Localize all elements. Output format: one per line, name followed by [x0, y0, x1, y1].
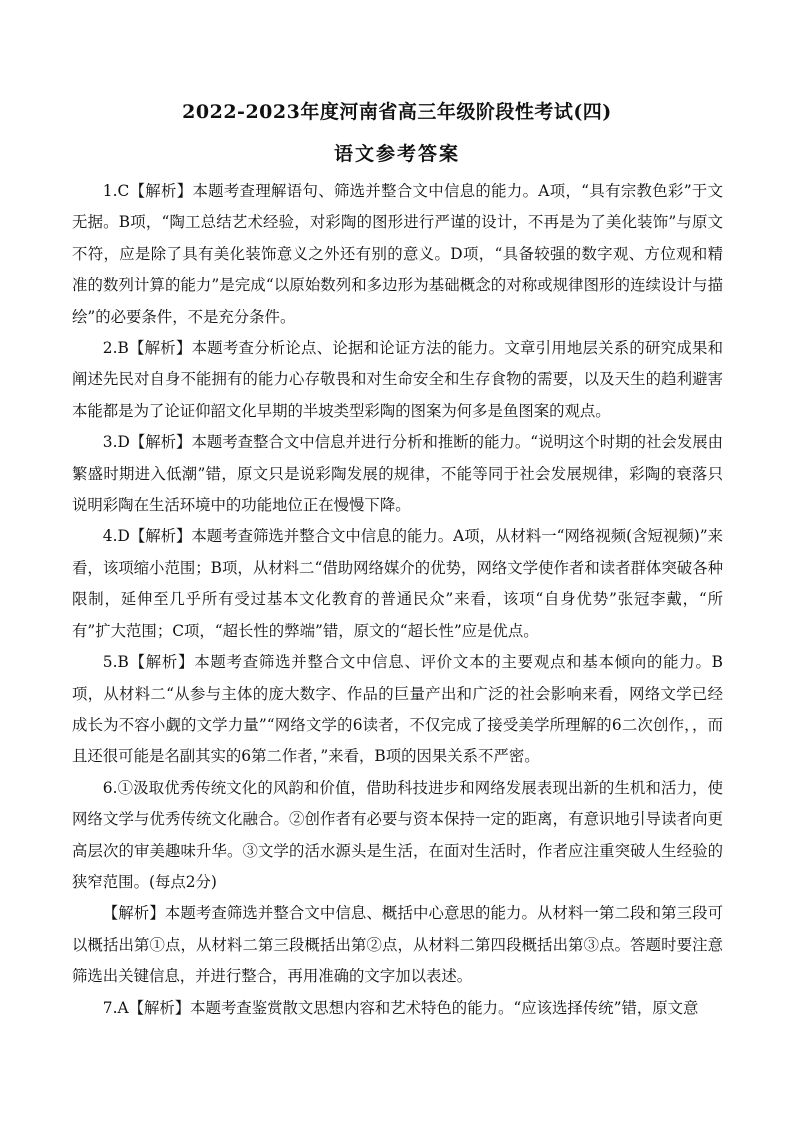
answer-body	[72, 176, 723, 1024]
document-subtitle: 语文参考答案	[333, 143, 460, 165]
answer-paragraph-4: 4.D【解析】本题考查筛选并整合文中信息的能力。A项，从材料一“网络视频(含短视频)”来看，该项缩小范围；B项，从材料二“借助网络媒介的优势，网络文学使作者和读者群体突破各种限制，延伸至几乎所有受过基本文化教育的普通民众”来看，该项“自身优势”张冠李戴，“所有”扩大范围；C项，“超长性的弊端”错，原文的“超长性”应是优点。	[72, 527, 723, 640]
answer-paragraph-1: 1.C【解析】本题考查理解语句、筛选并整合文中信息的能力。A项，“具有宗教色彩”于文无据。B项，“陶工总结艺术经验，对彩陶的图形进行严谨的设计，不再是为了美化装饰”与原文不符，应是除了具有美化装饰意义之外还有别的意义。D项，“具备较强的数字观、方位观和精准的数列计算的能力”是完成“以原始数列和多边形为基础概念的对称或规律图形的连续设计与描绘”的必要条件，不是充分条件。	[72, 182, 723, 326]
answer-paragraph-6-analysis: 【解析】本题考查筛选并整合文中信息、概括中心意思的能力。从材料一第二段和第三段可以概括出第①点，从材料二第三段概括出第②点，从材料二第四段概括出第③点。答题时要注意筛选出关键信息，并进行整合，再用准确的文字加以表述。	[72, 904, 723, 986]
answer-paragraph-3: 3.D【解析】本题考查整合文中信息并进行分析和推断的能力。“说明这个时期的社会发展由繁盛时期进入低潮”错，原文只是说彩陶发展的规律，不能等同于社会发展规律，彩陶的衰落只说明彩陶在生活环境中的功能地位正在慢慢下降。	[72, 433, 723, 515]
answer-paragraph-2: 2.B【解析】本题考查分析论点、论据和论证方法的能力。文章引用地层关系的研究成果和阐述先民对自身不能拥有的能力心存敬畏和对生命安全和生存食物的需要，以及天生的趋利避害本能都是为了论证仰韶文化早期的半坡类型彩陶的图案为何多是鱼图案的观点。	[72, 339, 723, 420]
answer-paragraph-5: 5.B【解析】本题考查筛选并整合文中信息、评价文本的主要观点和基本倾向的能力。B项，从材料二“从参与主体的庞大数字、作品的巨量产出和广泛的社会影响来看，网络文学已经成长为不容小觑的文学力量”“网络文学的6读者，不仅完成了接受美学所理解的6二次创作，，而且还很可能是名副其实的6第二作者，”来看，B项的因果关系不严密。	[72, 653, 723, 766]
answer-paragraph-7: 7.A【解析】本题考查鉴赏散文思想内容和艺术特色的能力。“应该选择传统”错，原文意	[102, 998, 699, 1017]
document-title: 2022-2023年度河南省高三年级阶段性考试(四)	[182, 101, 612, 123]
answer-paragraph-6: 6.①汲取优秀传统文化的风韵和价值，借助科技进步和网络发展表现出新的生机和活力，使网络文学与优秀传统文化融合。②创作者有必要与资本保持一定的距离，有意识地引导读者向更高层次的审美趣味升华。③文学的活水源头是生活，在面对生活时，作者应注重突破人生经验的狭窄范围。(每点2分)	[72, 778, 723, 891]
